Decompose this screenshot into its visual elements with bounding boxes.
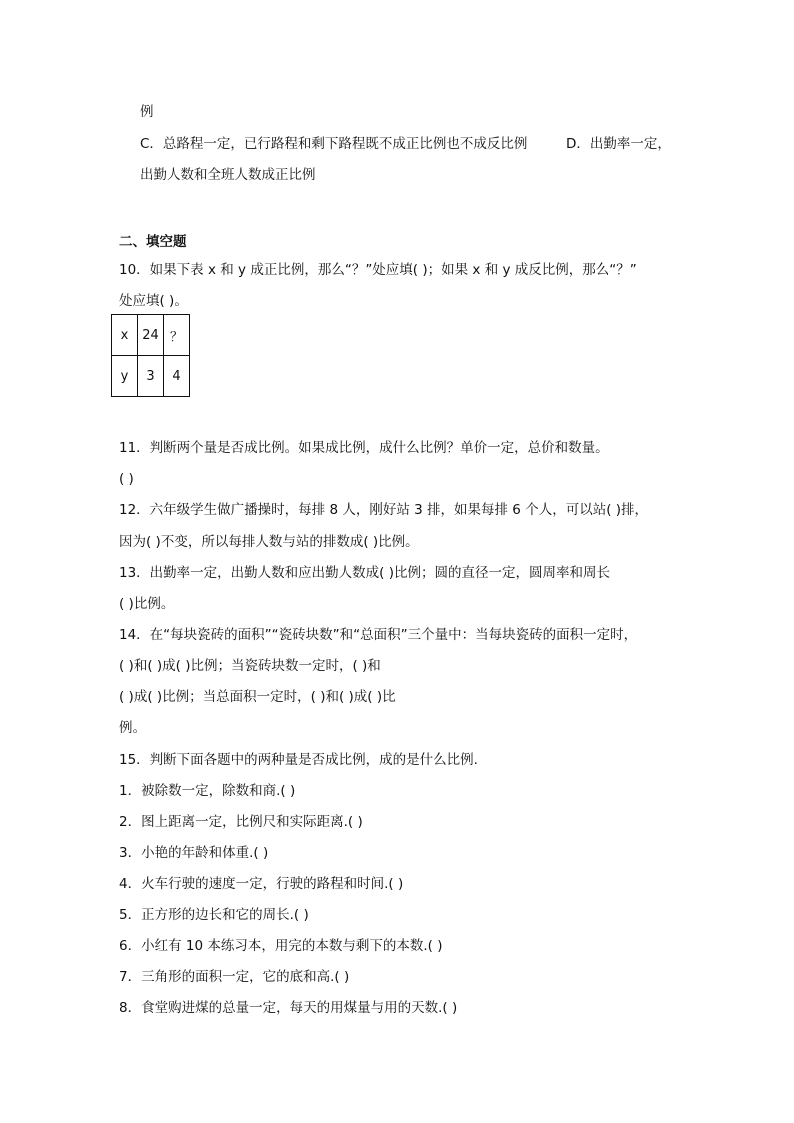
option-d: D．出勤率一定， — [566, 136, 671, 152]
q15-item-2: 2．图上距离一定，比例尺和实际距离.( ) — [119, 814, 363, 830]
q14-line-3: ( )成( )比例；当总面积一定时，( )和( )成( )比 — [119, 689, 396, 705]
carryover-line-3: 出勤人数和全班人数成正比例 — [140, 167, 316, 183]
q15-item-4: 4．火车行驶的速度一定，行驶的路程和时间.( ) — [119, 876, 404, 892]
table-row-x — [112, 315, 190, 356]
q12-line-1: 12．六年级学生做广播操时，每排 8 人，刚好站 3 排，如果每排 6 个人，可以站( )排， — [119, 502, 649, 518]
option-c: C．总路程一定，已行路程和剩下路程既不成正比例也不成反比例 — [140, 136, 528, 152]
xy-table — [111, 314, 190, 397]
table-cell: 3 — [138, 356, 164, 397]
q11-line-1: 11．判断两个量是否成比例。如果成比例，成什么比例？单价一定，总价和数量。 — [119, 440, 609, 456]
q13-line-1: 13．出勤率一定，出勤人数和应出勤人数成( )比例；圆的直径一定，圆周率和周长 — [119, 565, 611, 581]
q14-line-4: 例。 — [119, 720, 146, 736]
q15-item-1: 1．被除数一定，除数和商.( ) — [119, 783, 296, 799]
table-cell: y — [112, 356, 138, 397]
table-cell: x — [112, 315, 138, 356]
q15-item-7: 7．三角形的面积一定，它的底和高.( ) — [119, 969, 350, 985]
q10-line-1: 10．如果下表 x 和 y 成正比例，那么“？”处应填( )；如果 x 和 y 成反比例，那么“？” — [119, 262, 637, 278]
table-cell: ？ — [164, 315, 190, 356]
q14-line-2: ( )和( )成( )比例；当瓷砖块数一定时，( )和 — [119, 658, 381, 674]
q12-line-2: 因为( )不变，所以每排人数与站的排数成( )比例。 — [119, 534, 419, 550]
q13-line-2: ( )比例。 — [119, 596, 175, 612]
q11-line-2: ( ) — [119, 471, 134, 487]
carryover-line-1: 例 — [140, 104, 154, 120]
q15-stem: 15．判断下面各题中的两种量是否成比例，成的是什么比例. — [119, 752, 478, 768]
table-cell: 4 — [164, 356, 190, 397]
table-row-y — [112, 356, 190, 397]
q15-item-6: 6．小红有 10 本练习本，用完的本数与剩下的本数.( ) — [119, 938, 443, 954]
q15-item-5: 5．正方形的边长和它的周长.( ) — [119, 907, 309, 923]
q15-item-8: 8．食堂购进煤的总量一定，每天的用煤量与用的天数.( ) — [119, 1000, 458, 1016]
table-cell: 24 — [138, 315, 164, 356]
q14-line-1: 14．在“每块瓷砖的面积”“瓷砖块数”和“总面积”三个量中：当每块瓷砖的面积一定时， — [119, 627, 638, 643]
section-title: 二、填空题 — [119, 234, 187, 250]
q15-item-3: 3．小艳的年龄和体重.( ) — [119, 845, 269, 861]
q10-line-2: 处应填( )。 — [119, 293, 188, 309]
